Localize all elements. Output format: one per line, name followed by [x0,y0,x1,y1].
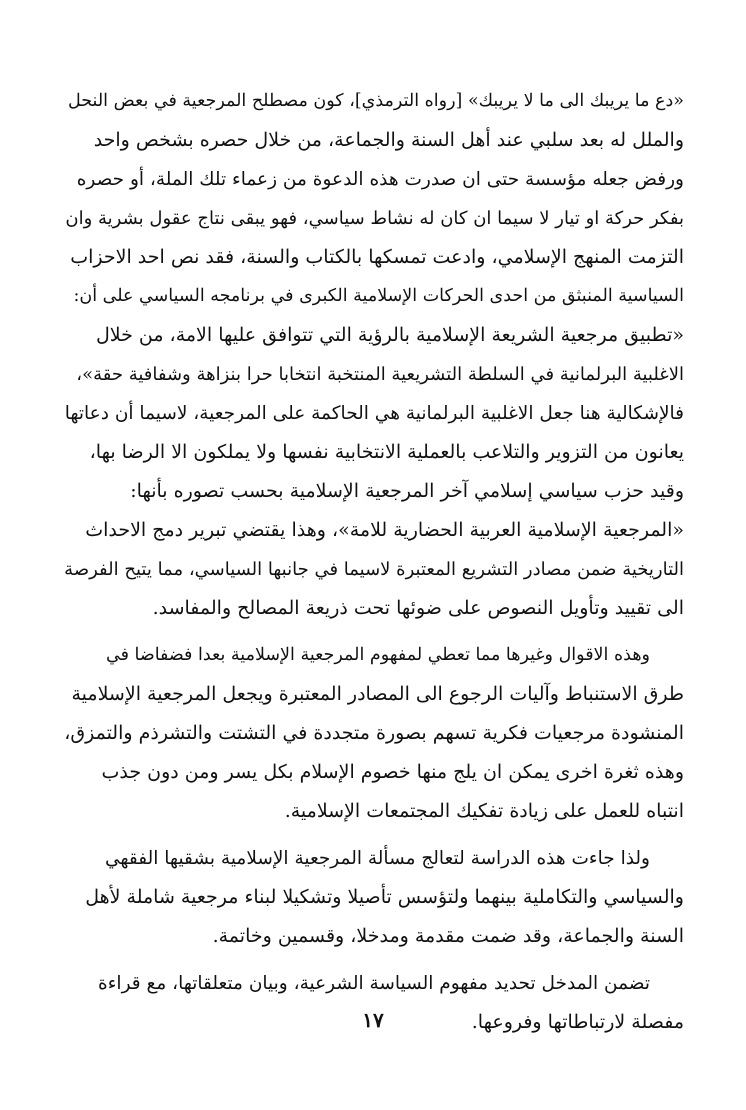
text-line: الاغلبية البرلمانية في السلطة التشريعية المنتخبة انتخابا حرا بنزاهة وشفافية حقة»، [76,364,684,385]
text-line: مفصلة لارتباطاتها وفروعها. [471,1011,684,1033]
text-line: التاريخية ضمن مصادر التشريع المعتبرة لاسيما في جانبها السياسي، مما يتيح الفرصة [64,559,684,580]
text-line: تضمن المدخل تحديد مفهوم السياسة الشرعية، وبيان متعلقاتها، مع قراءة [98,973,650,994]
text-line: «تطبيق مرجعية الشريعة الإسلامية بالرؤية التي تتوافق عليها الامة، من خلال [95,324,684,346]
text-line: وهذه ثغرة اخرى يمكن ان يلج منها خصوم الإسلام بكل يسر ومن دون جذب [101,761,684,783]
text-line: ورفض جعله مؤسسة حتى ان صدرت هذه الدعوة من زعماء تلك الملة، أو حصره [76,169,684,190]
text-line: انتباه للعمل على زيادة تفكيك المجتمعات الإسلامية. [284,800,684,822]
paragraph-3 [62,839,684,956]
text-line: وهذه الاقوال وغيرها مما تعطي لمفهوم المرجعية الإسلامية بعدا فضفاضا في [105,645,650,665]
text-line: التزمت المنهج الإسلامي، وادعت تمسكها بالكتاب والسنة، فقد نص احد الاحزاب [70,246,684,268]
text-line: «المرجعية الإسلامية العربية الحضارية للامة»، وهذا يقتضي تبرير دمج الاحداث [85,519,684,541]
paragraph-2 [62,636,684,831]
text-line: بفكر حركة او تيار لا سيما ان كان له نشاط سياسي، فهو يبقى نتاج عقول بشرية وان [65,208,684,229]
text-line: السياسية المنبثق من احدى الحركات الإسلامية الكبرى في برنامجه السياسي على أن: [73,286,684,306]
text-line: فالإشكالية هنا جعل الاغلبية البرلمانية هي الحاكمة على المرجعية، لاسيما أن دعاتها [64,403,684,424]
text-line: ولذا جاءت هذه الدراسة لتعالج مسألة المرجعية الإسلامية بشقيها الفقهي [104,848,650,869]
text-line: طرق الاستنباط وآليات الرجوع الى المصادر المعتبرة ويجعل المرجعية الإسلامية [71,683,684,705]
text-line: والسياسي والتكاملية بينهما ولتؤسس تأصيلا وتشكيلا لبناء مرجعية شاملة لأهل [85,886,684,908]
text-line: والملل له بعد سلبي عند أهل السنة والجماعة، من خلال حصره بشخص واحد [93,129,684,151]
text-line: الى تقييد وتأويل النصوص على ضوئها تحت ذريعة المصالح والمفاسد. [152,597,684,619]
text-line: المنشودة مرجعيات فكرية تسهم بصورة متجددة في التشتت والتشرذم والتمزق، [64,722,684,744]
text-line: يعانون من التزوير والتلاعب بالعملية الانتخابية نفسها ولا يملكون الا الرضا بها، [89,441,684,463]
text-line: «دع ما يريبك الى ما لا يريبك» [رواه الترمذي]، كون مصطلح المرجعية في بعض النحل [67,91,684,111]
page-number: ١٧ [362,1008,384,1032]
paragraph-1 [62,82,684,628]
text-line: وقيد حزب سياسي إسلامي آخر المرجعية الإسلامية بحسب تصوره بأنها: [130,480,684,502]
text-line: السنة والجماعة، وقد ضمت مقدمة ومدخلا، وقسمين وخاتمة. [212,925,684,947]
